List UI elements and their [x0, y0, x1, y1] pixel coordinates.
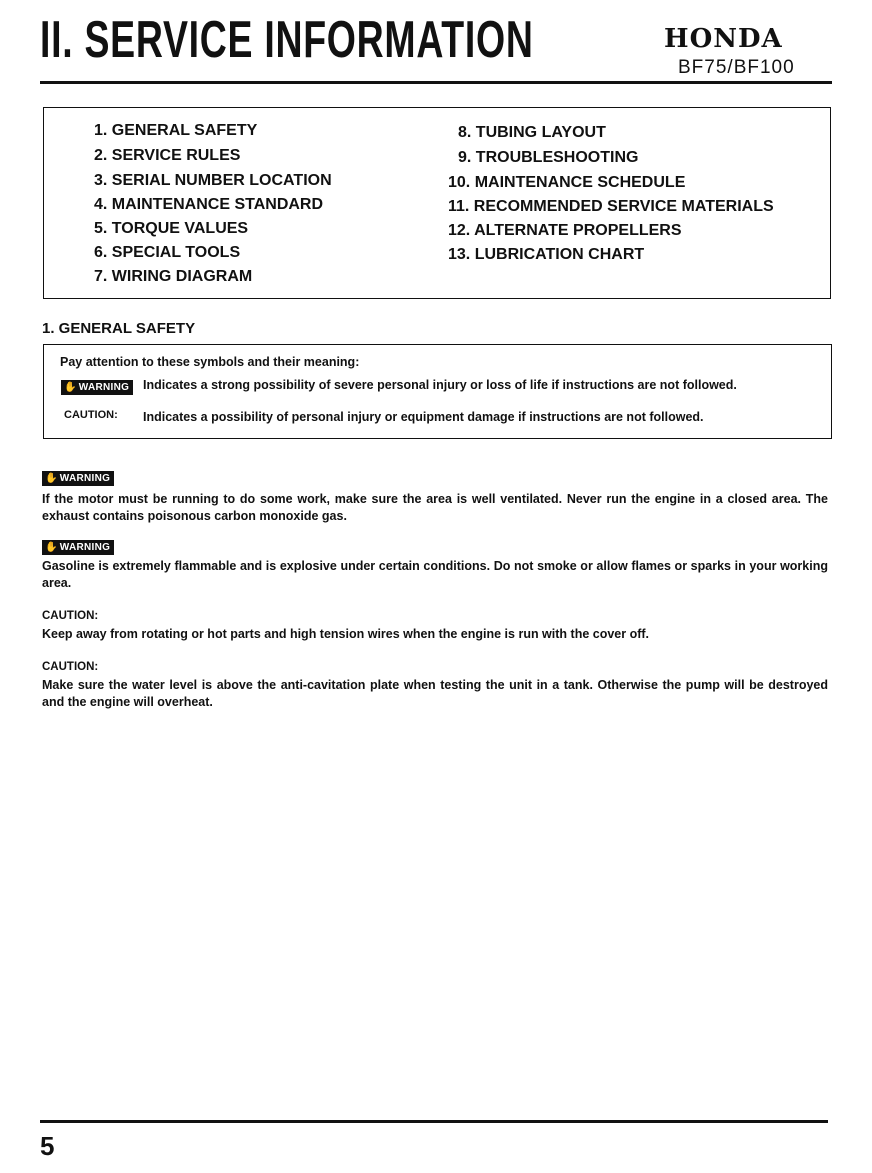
warning-badge: ✋ WARNING	[42, 537, 114, 555]
caution-text: Make sure the water level is above the anti-cavitation plate when testing the unit in a tank. Otherwise the pump will be destroyed and the engine will overheat.	[42, 678, 828, 709]
hand-icon: ✋	[45, 542, 58, 553]
warning-text: If the motor must be running to do some work, make sure the area is well ventilated. Never run the engine in a closed area. The exhaust contains poisonous carbon monoxide gas.	[42, 492, 828, 523]
toc-item: 4. MAINTENANCE STANDARD	[94, 196, 324, 213]
header-rule	[40, 81, 832, 84]
warning-text: Gasoline is extremely flammable and is explosive under certain conditions. Do not smoke or allow flames or sparks in your working area.	[42, 559, 828, 590]
caution-label: CAUTION:	[42, 661, 99, 673]
caution-symbol: CAUTION:	[64, 409, 118, 421]
toc-item: 8. TUBING LAYOUT	[458, 124, 606, 141]
toc-item: 2. SERVICE RULES	[94, 147, 241, 164]
toc-item: 9. TROUBLESHOOTING	[458, 149, 639, 166]
contents-box	[43, 107, 831, 299]
model-number: BF75/BF100	[678, 57, 795, 78]
warning-meaning: Indicates a strong possibility of severe personal injury or loss of life if instructions are not followed.	[143, 378, 737, 392]
caution-text: Keep away from rotating or hot parts and high tension wires when the engine is run with the cover off.	[42, 627, 650, 641]
toc-item: 12. ALTERNATE PROPELLERS	[448, 222, 682, 239]
brand-logo: HONDA	[664, 24, 783, 54]
toc-item: 6. SPECIAL TOOLS	[94, 244, 241, 261]
toc-item: 10. MAINTENANCE SCHEDULE	[448, 174, 686, 191]
page-title: II. SERVICE INFORMATION	[40, 11, 534, 69]
toc-item: 13. LUBRICATION CHART	[448, 246, 645, 263]
toc-item: 3. SERIAL NUMBER LOCATION	[94, 172, 332, 189]
symbols-intro: Pay attention to these symbols and their meaning:	[60, 355, 360, 369]
warning-symbol: ✋ WARNING	[61, 377, 133, 395]
hand-icon: ✋	[64, 382, 77, 393]
page-number: 5	[40, 1131, 55, 1161]
footer-rule	[40, 1120, 828, 1123]
symbols-box	[43, 344, 832, 439]
toc-item: 1. GENERAL SAFETY	[94, 122, 258, 139]
toc-item: 7. WIRING DIAGRAM	[94, 268, 253, 285]
section-heading: 1. GENERAL SAFETY	[42, 320, 196, 337]
toc-item: 11. RECOMMENDED SERVICE MATERIALS	[448, 198, 774, 215]
toc-item: 5. TORQUE VALUES	[94, 220, 249, 237]
caution-meaning: Indicates a possibility of personal injury or equipment damage if instructions are not followed.	[143, 410, 704, 424]
hand-icon: ✋	[45, 473, 58, 484]
caution-label: CAUTION:	[42, 610, 99, 622]
warning-badge: ✋ WARNING	[42, 468, 114, 486]
